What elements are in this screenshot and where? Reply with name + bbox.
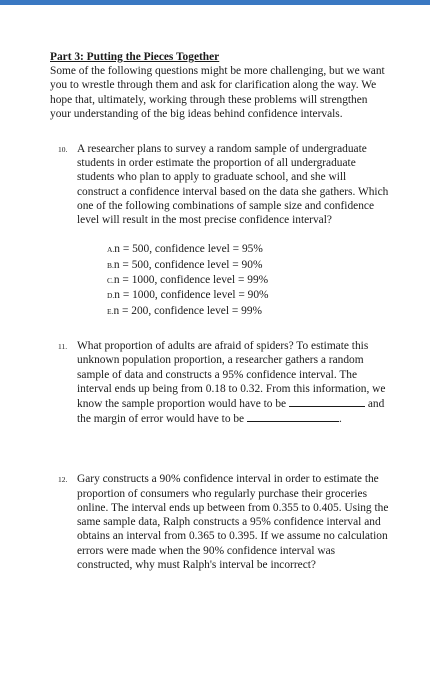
choice-a[interactable] (107, 242, 390, 257)
question-number: 10. (58, 145, 68, 155)
worksheet-page (50, 50, 390, 572)
question-text (77, 339, 390, 426)
question-text-part3: . (338, 413, 342, 426)
answer-choices (77, 242, 390, 319)
choice-letter: A. (107, 245, 115, 255)
choice-text: n = 500, confidence level = 95% (114, 243, 263, 256)
margin-of-error-blank[interactable] (247, 411, 339, 422)
question-11 (50, 339, 390, 426)
question-text: A researcher plans to survey a random sample of undergraduate students in order estimate the proportion of all undergraduate students who plan to apply to graduate school, and she will construct a confidence interval based on the data she gathers. Which one of the following combinations of sample size and confidence level will result in the most precise confidence interval? (77, 143, 389, 227)
choice-text: n = 1000, confidence level = 90% (114, 289, 269, 302)
question-text-part2: and the margin of error would have to be (77, 398, 385, 426)
part-intro-text: Some of the following questions might be more challenging, but we want you to wrestle through them and ask for clarification along the way. We hope that, ultimately, working through these problems will strengthen your understanding of the big ideas behind confidence intervals. (50, 65, 385, 120)
question-12 (50, 472, 390, 571)
part-intro (50, 50, 390, 121)
choice-letter: B. (107, 260, 114, 270)
choice-c[interactable] (107, 273, 390, 288)
question-number: 11. (58, 342, 68, 352)
part-title: Part 3: Putting the Pieces Together (50, 51, 220, 63)
top-accent-bar (0, 0, 430, 5)
choice-e[interactable] (107, 304, 390, 319)
choice-letter: C. (107, 276, 114, 286)
choice-letter: E. (107, 306, 114, 316)
question-number: 12. (58, 475, 68, 485)
choice-letter: D. (107, 291, 115, 301)
choice-b[interactable] (107, 258, 390, 273)
choice-text: n = 500, confidence level = 90% (113, 258, 263, 271)
question-text-part1: What proportion of adults are afraid of spiders? To estimate this unknown population proportion, a researcher gathers a random sample of data and constructs a 95% confidence interval. The interval ends up being from 0.18 to 0.32. From this information, we know the sample proportion would have to be (77, 340, 386, 411)
choice-d[interactable] (107, 288, 390, 303)
choice-text: n = 200, confidence level = 99% (113, 304, 263, 317)
sample-proportion-blank[interactable] (289, 396, 365, 407)
choice-text: n = 1000, confidence level = 99% (113, 274, 269, 287)
question-text: Gary constructs a 90% confidence interval in order to estimate the proportion of consumers who regularly purchase their groceries online. The interval ends up between from 0.355 to 0.405. Using the same sample data, Ralph constructs a 95% confidence interval and obtains an interval from 0.365 to 0.395. If we assume no calculation errors were made when the 90% confidence interval was constructed, why must Ralph's interval be incorrect? (77, 473, 389, 571)
question-10 (50, 142, 390, 319)
